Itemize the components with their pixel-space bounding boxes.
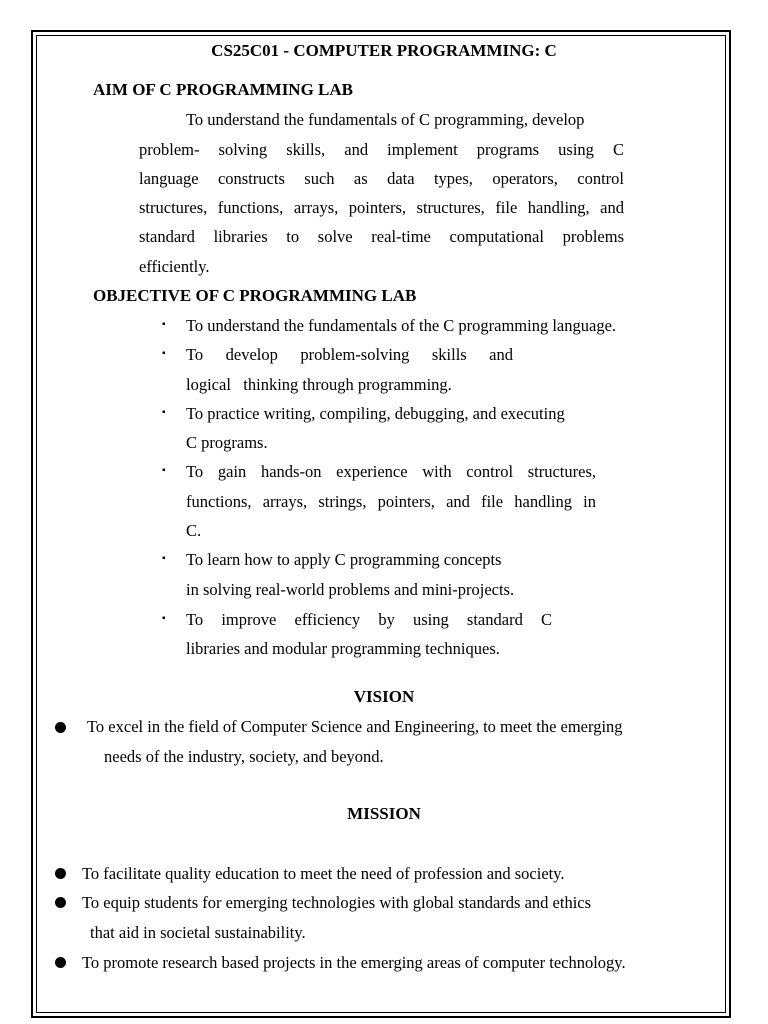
bullet-dot-icon — [55, 897, 66, 908]
mission-item-2-line-1: To equip students for emerging technologies with global standards and ethics — [82, 893, 592, 912]
vision-heading: VISION — [353, 687, 415, 706]
mission-item-3: To promote research based projects in the emerging areas of computer technology. — [82, 953, 626, 972]
bullet-icon: ▪ — [162, 613, 166, 624]
aim-line-5: standard libraries to solve real-time computational problems — [139, 227, 624, 246]
aim-line-6: efficiently. — [139, 257, 210, 276]
page-title: CS25C01 - COMPUTER PROGRAMMING: C — [211, 41, 557, 60]
aim-line-4: structures, functions, arrays, pointers, structures, file handling, and — [139, 198, 624, 217]
bullet-icon: ▪ — [162, 348, 166, 359]
objective-item-4-line-1: To gain hands-on experience with control structures, — [186, 462, 596, 481]
objective-item-5-line-2: in solving real-world problems and mini-projects. — [186, 580, 515, 599]
aim-heading: AIM OF C PROGRAMMING LAB — [93, 80, 354, 99]
mission-item-2-line-2: that aid in societal sustainability. — [90, 923, 306, 942]
bullet-dot-icon — [55, 957, 66, 968]
aim-line-3: language constructs such as data types, operators, control — [139, 169, 624, 188]
bullet-icon: ▪ — [162, 553, 166, 564]
aim-line-1: To understand the fundamentals of C programming, develop — [186, 110, 585, 129]
bullet-icon: ▪ — [162, 319, 166, 330]
vision-item-line-2: needs of the industry, society, and beyond. — [104, 747, 384, 766]
objective-item-4-line-2: functions, arrays, strings, pointers, and file handling in — [186, 492, 596, 511]
vision-item-line-1: To excel in the field of Computer Science and Engineering, to meet the emerging — [87, 717, 623, 736]
bullet-icon: ▪ — [162, 407, 166, 418]
objective-item-2-line-1: To develop problem-solving skills and — [186, 345, 513, 364]
objective-item-5-line-1: To learn how to apply C programming concepts — [186, 550, 502, 569]
aim-line-2: problem- solving skills, and implement programs using C — [139, 140, 624, 159]
objective-item-1-line-1: To understand the fundamentals of the C programming language. — [186, 316, 617, 335]
mission-item-1: To facilitate quality education to meet the need of profession and society. — [82, 864, 565, 883]
bullet-dot-icon — [55, 868, 66, 879]
objective-item-3-line-2: C programs. — [186, 433, 268, 452]
objective-item-3-line-1: To practice writing, compiling, debugging, and executing — [186, 404, 565, 423]
bullet-dot-icon — [55, 722, 66, 733]
objective-heading: OBJECTIVE OF C PROGRAMMING LAB — [93, 286, 417, 305]
objective-item-6-line-1: To improve efficiency by using standard C — [186, 610, 552, 629]
mission-heading: MISSION — [347, 804, 421, 823]
objective-item-6-line-2: libraries and modular programming techniques. — [186, 639, 500, 658]
objective-item-2-line-2: logical thinking through programming. — [186, 375, 452, 394]
bullet-icon: ▪ — [162, 465, 166, 476]
objective-item-4-line-3: C. — [186, 521, 202, 540]
